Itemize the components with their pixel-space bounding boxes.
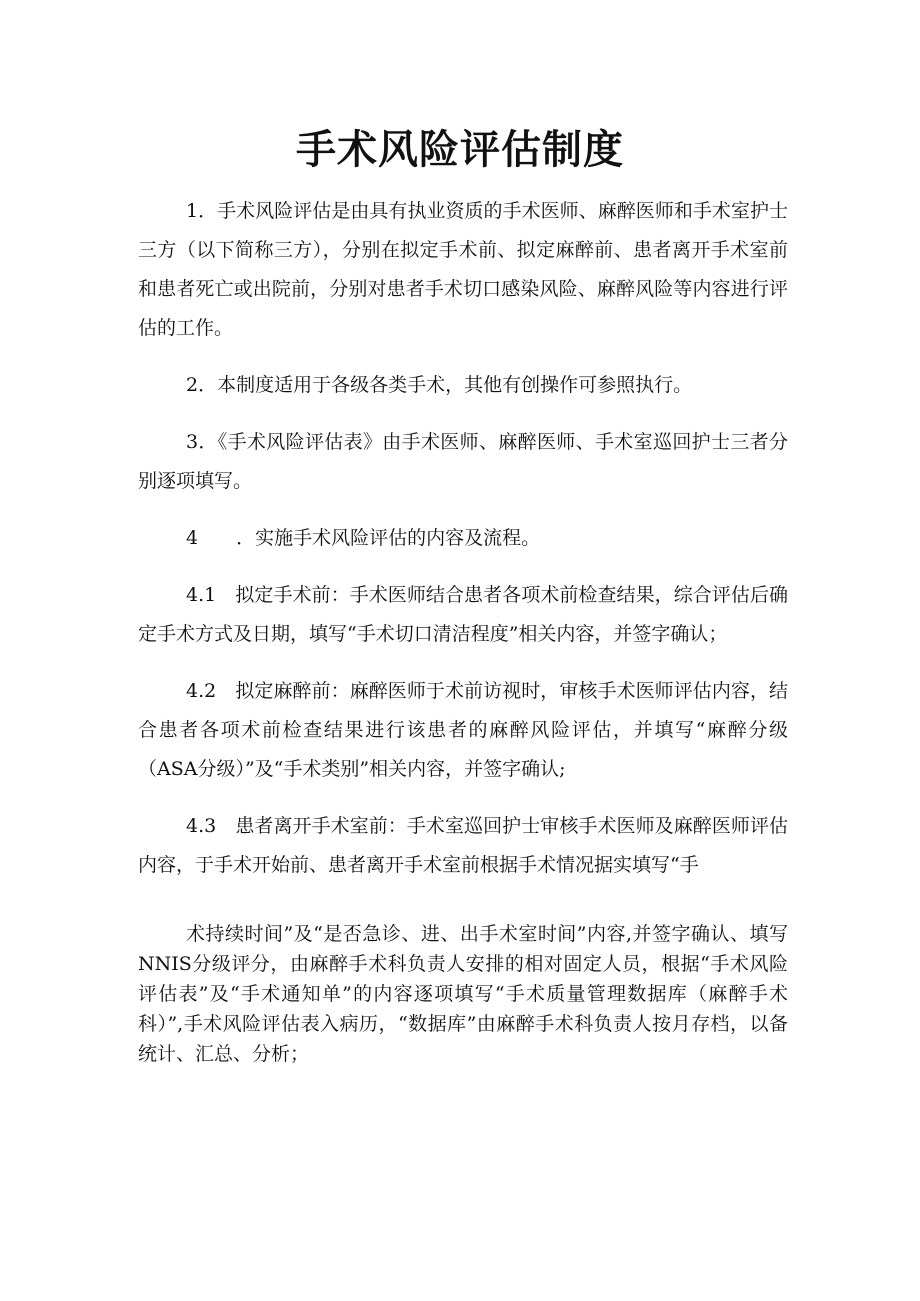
- paragraph-4: 4 ．实施手术风险评估的内容及流程。: [186, 527, 541, 549]
- paragraph-2: 2．本制度适用于各级各类手术，其他有创操作可参照执行。: [186, 374, 693, 396]
- document-title: 手术风险评估制度: [296, 127, 624, 173]
- paragraph-continuation: 术持续时间”及“是否急诊、进、出手术室时间”内容,并签字确认、填写NNIS分级评分，由麻醉手术科负责人安排的相对固定人员，根据“手术风险评估表”及“手术通知单”的内容逐项填写“手术质量管理数据库（麻醉手术科）”,手术风险评估表入病历，“数据库”由麻醉手术科负责人按月存档，以备统计、汇总、分析；: [138, 923, 788, 1065]
- paragraph-4-1: 4.1 拟定手术前：手术医师结合患者各项术前检查结果，综合评估后确定手术方式及日期，填写“手术切口清洁程度”相关内容，并签字确认；: [138, 584, 788, 645]
- paragraph-4-2: 4.2 拟定麻醉前：麻醉医师于术前访视时，审核手术医师评估内容，结合患者各项术前检查结果进行该患者的麻醉风险评估，并填写“麻醉分级（ASA分级）”及“手术类别”相关内容，并签字确认;: [138, 680, 788, 780]
- paragraph-1: 1．手术风险评估是由具有执业资质的手术医师、麻醉医师和手术室护士三方（以下简称三方），分别在拟定手术前、拟定麻醉前、患者离开手术室前和患者死亡或出院前，分别对患者手术切口感染风险、麻醉风险等内容进行评估的工作。: [138, 200, 788, 339]
- paragraph-4-3: 4.3 患者离开手术室前：手术室巡回护士审核手术医师及麻醉医师评估内容，于手术开始前、患者离开手术室前根据手术情况据实填写“手: [138, 815, 788, 876]
- paragraph-3: 3．《手术风险评估表》由手术医师、麻醉医师、手术室巡回护士三者分别逐项填写。: [138, 431, 788, 492]
- document-body: [138, 192, 788, 1087]
